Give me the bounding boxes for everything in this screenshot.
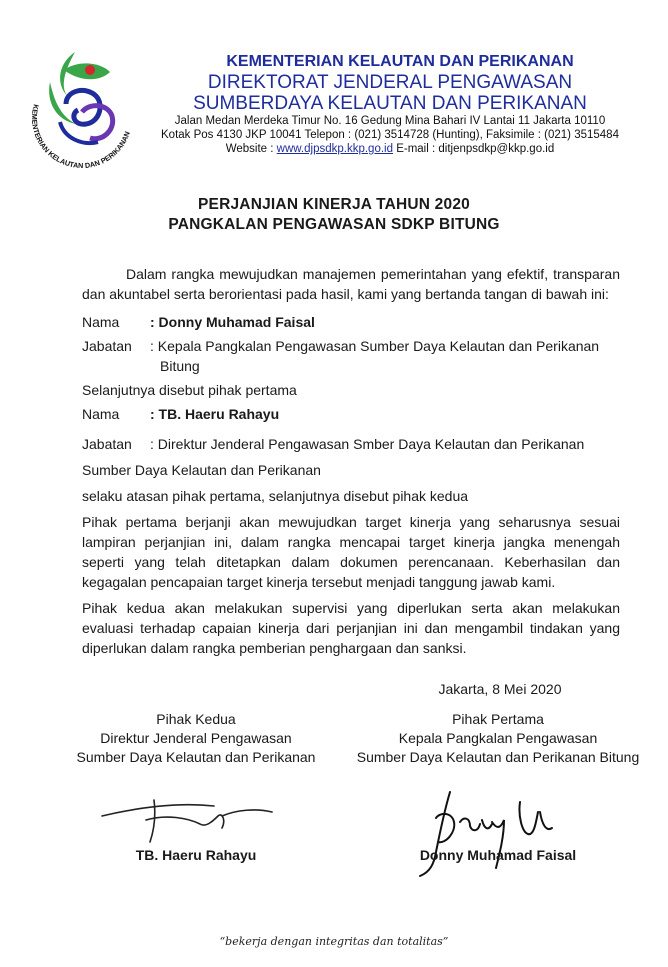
right-title-1: Kepala Pangkalan Pengawasan: [398, 730, 598, 746]
contact-line: [140, 142, 640, 156]
document-title-line-2: PANGKALAN PENGAWASAN SDKP BITUNG: [168, 216, 500, 233]
directorate-line-1: DIREKTORAT JENDERAL PENGAWASAN: [207, 72, 573, 93]
paragraph-supervision: Pihak kedua akan melakukan supervisi yang diperlukan serta akan melakukan evaluasi terhadap capaian kinerja dari perjanjian ini dan mengambil tindakan yang diperlukan dalam rangka pemberian penghargaan dan sanksi.: [82, 600, 620, 656]
party2-continuation: Sumber Daya Kelautan dan Perikanan: [82, 462, 321, 478]
party1-name-label: Nama: [82, 314, 120, 330]
letterhead: [140, 52, 640, 156]
left-signatory-name: TB. Haeru Rahayu: [135, 847, 257, 863]
party1-position-value: : Kepala Pangkalan Pengawasan Sumber Daya Kelautan dan Perikanan Bitung: [150, 338, 600, 374]
left-handwritten-signature: [96, 790, 276, 850]
left-title-1: Direktur Jenderal Pengawasan: [100, 730, 292, 746]
signature-block-right: [346, 710, 650, 767]
party1-name-value: : Donny Muhamad Faisal: [150, 314, 315, 330]
ministry-name: KEMENTERIAN KELAUTAN DAN PERIKANAN: [226, 53, 574, 70]
document-title-line-1: PERJANJIAN KINERJA TAHUN 2020: [198, 196, 470, 213]
party2-position-label: Jabatan: [82, 436, 132, 452]
signature-block-left: [56, 710, 336, 767]
address-line-2: Kotak Pos 4130 JKP 10041 Telepon : (021) 3514728 (Hunting), Faksimile : (021) 3515484: [161, 129, 619, 141]
footer-motto: “bekerja dengan integritas dan totalitas”: [219, 935, 449, 948]
right-title-2: Sumber Daya Kelautan dan Perikanan Bitung: [356, 749, 640, 765]
intro-paragraph: Dalam rangka mewujudkan manajemen pemerintahan yang efektif, transparan dan akuntabel serta berorientasi pada hasil, kami yang bertanda tangan di bawah ini:: [82, 266, 620, 302]
directorate-line-2: SUMBERDAYA KELAUTAN DAN PERIKANAN: [193, 93, 587, 114]
left-title-2: Sumber Daya Kelautan dan Perikanan: [76, 749, 316, 765]
party1-position-label: Jabatan: [82, 338, 132, 354]
right-signatory-name: Donny Muhamad Faisal: [419, 847, 577, 863]
logo-arc-text: KEMENTERIAN KELAUTAN DAN PERIKANAN: [29, 103, 132, 171]
party2-name-value: : TB. Haeru Rahayu: [150, 406, 280, 422]
party2-name-label: Nama: [82, 406, 120, 422]
party1-note: Selanjutnya disebut pihak pertama: [82, 382, 297, 398]
right-role: Pihak Pertama: [452, 711, 544, 727]
website-prefix: Website :: [225, 143, 277, 155]
ministry-logo: [20, 42, 140, 182]
email-text: E-mail : ditjenpsdkp@kkp.go.id: [393, 143, 555, 155]
address-line-1: Jalan Medan Merdeka Timur No. 16 Gedung Mina Bahari IV Lantai 11 Jakarta 10110: [174, 115, 606, 127]
party2-position-value: : Direktur Jenderal Pengawasan Smber Daya Kelautan dan Perikanan: [150, 436, 585, 452]
party2-note: selaku atasan pihak pertama, selanjutnya disebut pihak kedua: [82, 488, 469, 504]
left-role: Pihak Kedua: [156, 711, 236, 727]
svg-text:KEMENTERIAN KELAUTAN DAN PERIK: [30, 103, 132, 170]
website-link[interactable]: www.djpsdkp.kkp.go.id: [276, 143, 393, 155]
paragraph-commitment: Pihak pertama berjanji akan mewujudkan target kinerja yang seharusnya sesuai lampiran perjanjian ini, dalam rangka mencapai target kinerja jangka menengah seperti yang telah ditetapkan dalam dokumen perencanaan. Keberhasilan dan kegagalan pencapaian target kinerja tersebut menjadi tanggung jawab kami.: [82, 514, 620, 590]
right-handwritten-signature: [400, 772, 600, 882]
signing-date: Jakarta, 8 Mei 2020: [438, 681, 562, 697]
